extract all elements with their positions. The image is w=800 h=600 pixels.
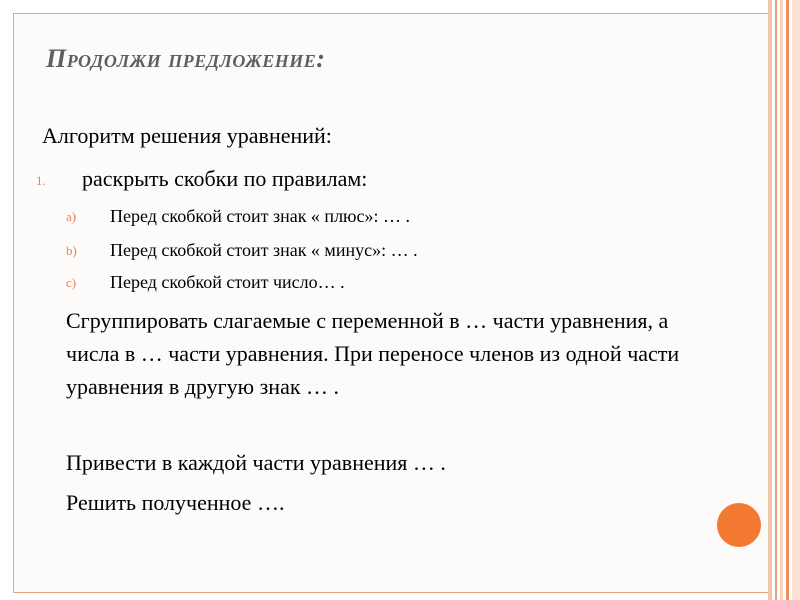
bullet-text: Привести в каждой части уравнения … . <box>66 450 446 475</box>
numbered-item-text: раскрыть скобки по правилам: <box>82 166 368 191</box>
bullet-item <box>40 446 720 479</box>
sub-item-text: Перед скобкой стоит число… . <box>110 272 345 292</box>
decorative-stripe <box>792 0 800 600</box>
bullet-text: Сгруппировать слагаемые с переменной в … части уравнения, а числа в … части уравнения. При переносе членов из одной части уравнения в другую знак … . <box>66 308 680 399</box>
sub-item-b <box>66 240 418 261</box>
bullet-item <box>40 304 720 403</box>
sub-item-text: Перед скобкой стоит знак « минус»: … . <box>110 240 418 260</box>
decorative-circle <box>717 503 761 547</box>
list-number: 1. <box>36 173 46 188</box>
sub-item-c <box>66 272 345 293</box>
numbered-item <box>36 166 367 192</box>
algorithm-heading: Алгоритм решения уравнений: <box>42 123 332 148</box>
bullet-text: Решить полученное …. <box>66 490 285 515</box>
decorative-stripe <box>768 0 772 600</box>
decorative-stripe <box>775 0 777 600</box>
bullet-item <box>40 486 720 519</box>
list-letter: b) <box>66 243 77 258</box>
decorative-stripe <box>786 0 789 600</box>
decorative-stripe <box>780 0 783 600</box>
sub-item-a <box>66 206 410 227</box>
list-letter: a) <box>66 209 77 224</box>
sub-item-text: Перед скобкой стоит знак « плюс»: … . <box>110 206 410 226</box>
slide-title: Продолжи предложение: <box>46 44 326 73</box>
list-letter: c) <box>66 275 77 290</box>
